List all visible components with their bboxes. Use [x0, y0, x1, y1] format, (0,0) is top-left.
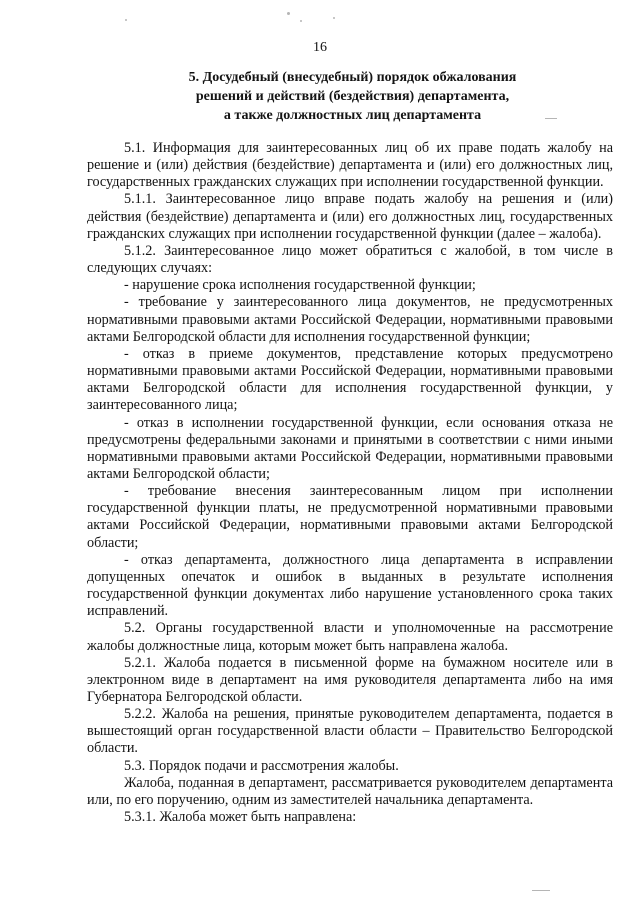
list-item-refusal-to-perform: - отказ в исполнении государственной функции, если основания отказа не предусмотрены федеральными законами и принятыми в соответствии с ними иными нормативными правовыми актами Российской Федерации, нормативными правовыми актами Белгородской области;: [87, 414, 613, 482]
paragraph-5-3-1: 5.3.1. Жалоба может быть направлена:: [124, 809, 357, 826]
section-heading-line: а также должностных лиц департамента: [223, 108, 482, 123]
page-number: 16: [313, 40, 327, 55]
document-body: [87, 140, 613, 826]
list-item-error-correction-refusal: - отказ департамента, должностного лица департамента в исправлении допущенных опечаток и ошибок в выданных в результате исполнения государственной функции документах либо нарушение установленного срока таких исправлений.: [87, 551, 613, 620]
paragraph-5-1-1: 5.1.1. Заинтересованное лицо вправе подать жалобу на решения и (или) действия (бездействие) департамента и (или) его должностных лиц, государственных гражданских служащих при исполнении государственной функции (далее – жалоба).: [87, 191, 613, 242]
scan-speck: [287, 12, 290, 15]
paragraph-5-1: 5.1. Информация для заинтересованных лиц об их праве подать жалобу на решение и (или) действия (бездействие) департамента и (или) его должностных лиц, государственных гражданских служащих при исполнении государственной функции.: [87, 140, 613, 191]
list-item-extra-documents: - требование у заинтересованного лица документов, не предусмотренных нормативными правовыми актами Российской Федерации, нормативными правовыми актами Белгородской области для исполнения государственной функции;: [87, 294, 613, 345]
paragraph-5-1-2: 5.1.2. Заинтересованное лицо может обратиться с жалобой, в том числе в следующих случаях:: [87, 242, 613, 277]
section-heading: [90, 68, 615, 125]
section-heading-line: решений и действий (бездействия) департамента,: [195, 89, 510, 104]
paragraph-5-3: 5.3. Порядок подачи и рассмотрения жалобы.: [124, 757, 399, 774]
scan-speck: [300, 20, 302, 22]
list-item-payment-demand: - требование внесения заинтересованным лицом при исполнении государственной функции платы, не предусмотренной нормативными правовыми актами Российской Федерации, нормативными правовыми актами Белгородской области;: [87, 483, 613, 551]
scan-speck: [532, 890, 550, 891]
paragraph-5-2: 5.2. Органы государственной власти и уполномоченные на рассмотрение жалобы должностные лица, которым может быть направлена жалоба.: [87, 620, 613, 654]
paragraph-complaint-review: Жалоба, поданная в департамент, рассматривается руководителем департамента или, по его поручению, одним из заместителей начальника департамента.: [87, 774, 613, 808]
list-item-deadline-violation: - нарушение срока исполнения государственной функции;: [124, 277, 476, 294]
paragraph-5-2-1: 5.2.1. Жалоба подается в письменной форме на бумажном носителе или в электронном виде в департамент на имя руководителя департамента либо на имя Губернатора Белгородской области.: [87, 654, 613, 705]
scan-speck: [125, 19, 127, 21]
list-item-refusal-to-accept: - отказ в приеме документов, представление которых предусмотрено нормативными правовыми актами Российской Федерации, нормативными правовыми актами Белгородской области для исполнения государственной функции, у заинтересованного лица;: [87, 345, 613, 414]
paragraph-5-2-2: 5.2.2. Жалоба на решения, принятые руководителем департамента, подается в вышестоящий орган государственной власти области – Правительство Белгородской области.: [87, 706, 613, 757]
scan-speck: [333, 17, 335, 19]
section-heading-line: 5. Досудебный (внесудебный) порядок обжалования: [188, 70, 517, 85]
